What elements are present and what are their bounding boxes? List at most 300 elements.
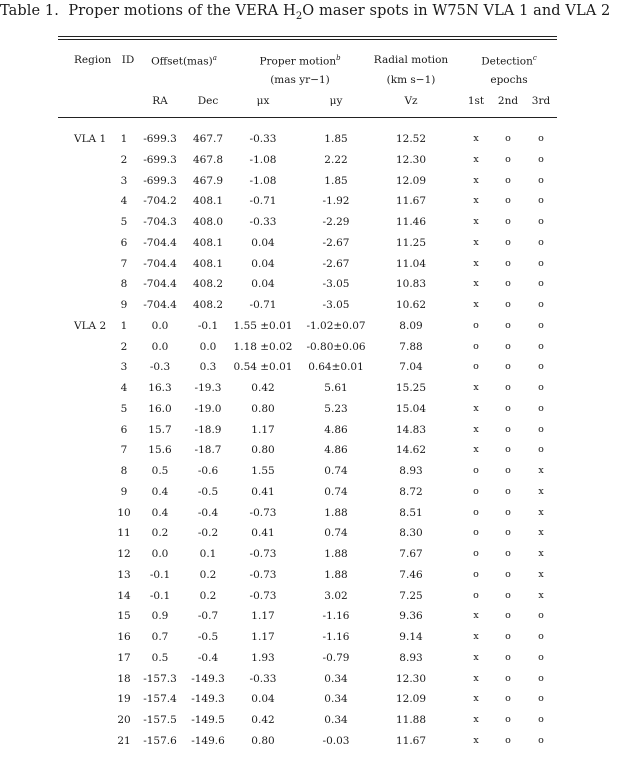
cell-muy: -3.05 [322, 299, 350, 311]
cell-dec: 0.2 [199, 569, 217, 581]
cell-ra: -0.1 [149, 569, 171, 581]
cell-dec: -0.1 [197, 320, 219, 332]
cell-dec: -149.3 [191, 673, 225, 685]
cell-muy: 1.88 [324, 569, 348, 581]
caption-subscript: 2 [295, 10, 303, 22]
cell-mux: -1.08 [249, 154, 277, 166]
cell-e1: o [473, 569, 479, 580]
cell-dec: -18.7 [194, 444, 222, 456]
cell-dec: -0.2 [197, 527, 219, 539]
cell-ra: -157.3 [143, 673, 177, 685]
cell-region: VLA 1 [74, 133, 107, 145]
cell-vz: 10.62 [395, 299, 427, 311]
cell-dec: -149.6 [191, 735, 225, 747]
cell-ra: -704.4 [143, 278, 177, 290]
cell-e1: o [473, 548, 479, 559]
cell-muy: -2.67 [322, 237, 350, 249]
cell-vz: 8.93 [399, 465, 423, 477]
cell-dec: 0.0 [199, 341, 217, 353]
cell-dec: 408.1 [192, 237, 224, 249]
cell-e3: o [538, 444, 544, 455]
cell-muy: -1.16 [322, 631, 350, 643]
cell-e1: x [473, 154, 479, 165]
cell-e3: o [538, 424, 544, 435]
cell-vz: 7.88 [399, 341, 423, 353]
cell-muy: 1.88 [324, 548, 348, 560]
cell-ra: 0.7 [151, 631, 169, 643]
cell-mux: -1.08 [249, 175, 277, 187]
cell-id: 8 [120, 278, 128, 290]
cell-e1: x [473, 714, 479, 725]
cell-e1: o [473, 320, 479, 331]
cell-e3: x [538, 486, 544, 497]
cell-muy: 0.34 [324, 673, 348, 685]
cell-e2: o [505, 548, 511, 559]
cell-ra: 15.6 [148, 444, 172, 456]
cell-e2: o [505, 507, 511, 518]
header-radial-unit: (km s−1) [386, 74, 436, 86]
cell-mux: 0.41 [251, 486, 275, 498]
header-radial-motion: Radial motion [373, 54, 449, 66]
cell-e1: x [473, 195, 479, 206]
cell-mux: -0.73 [249, 548, 277, 560]
cell-id: 15 [117, 610, 131, 622]
cell-id: 1 [120, 320, 128, 332]
cell-ra: -699.3 [143, 154, 177, 166]
header-epoch-2: 2nd [497, 95, 519, 107]
cell-id: 13 [117, 569, 131, 581]
cell-ra: -157.5 [143, 714, 177, 726]
cell-ra: 0.0 [151, 548, 169, 560]
cell-ra: -0.3 [149, 361, 171, 373]
cell-dec: -19.0 [194, 403, 222, 415]
top-rule-2 [58, 39, 557, 40]
caption-text-before: Proper motions of the VERA H [68, 3, 296, 19]
cell-mux: 0.80 [251, 403, 275, 415]
cell-e1: x [473, 693, 479, 704]
cell-ra: -704.2 [143, 195, 177, 207]
cell-e2: o [505, 154, 511, 165]
cell-mux: 0.80 [251, 735, 275, 747]
cell-ra: -704.4 [143, 258, 177, 270]
cell-e1: o [473, 341, 479, 352]
cell-dec: 0.3 [199, 361, 217, 373]
cell-mux: 1.93 [251, 652, 275, 664]
cell-ra: 15.7 [148, 424, 172, 436]
cell-e2: o [505, 341, 511, 352]
header-muy: μy [329, 95, 343, 107]
cell-e3: o [538, 154, 544, 165]
cell-muy: -0.80±0.06 [306, 341, 366, 353]
cell-muy: 5.23 [324, 403, 348, 415]
cell-e1: x [473, 237, 479, 248]
cell-muy: -0.79 [322, 652, 350, 664]
cell-vz: 11.67 [395, 735, 427, 747]
cell-vz: 8.30 [399, 527, 423, 539]
cell-mux: 1.55 ±0.01 [233, 320, 293, 332]
cell-e1: o [473, 527, 479, 538]
cell-vz: 11.88 [395, 714, 427, 726]
cell-e2: o [505, 673, 511, 684]
cell-e2: o [505, 714, 511, 725]
cell-e3: o [538, 133, 544, 144]
cell-e2: o [505, 444, 511, 455]
cell-e3: o [538, 237, 544, 248]
cell-id: 4 [120, 195, 128, 207]
cell-vz: 7.67 [399, 548, 423, 560]
cell-id: 17 [117, 652, 131, 664]
cell-mux: 0.54 ±0.01 [233, 361, 293, 373]
cell-e3: o [538, 693, 544, 704]
cell-vz: 9.36 [399, 610, 423, 622]
cell-mux: 0.42 [251, 714, 275, 726]
cell-ra: -157.4 [143, 693, 177, 705]
cell-ra: -704.4 [143, 299, 177, 311]
cell-dec: 0.2 [199, 590, 217, 602]
cell-e2: o [505, 216, 511, 227]
cell-e1: x [473, 631, 479, 642]
cell-e2: o [505, 424, 511, 435]
header-vz: Vz [404, 95, 418, 107]
cell-vz: 9.14 [399, 631, 423, 643]
cell-muy: -1.16 [322, 610, 350, 622]
cell-e1: x [473, 610, 479, 621]
header-ra: RA [152, 95, 168, 107]
cell-mux: 1.17 [251, 631, 275, 643]
cell-dec: 0.1 [199, 548, 217, 560]
cell-mux: 0.42 [251, 382, 275, 394]
cell-e1: x [473, 216, 479, 227]
cell-e3: x [538, 590, 544, 601]
cell-dec: 467.7 [192, 133, 224, 145]
cell-id: 12 [117, 548, 131, 560]
cell-e3: o [538, 361, 544, 372]
cell-ra: 16.3 [148, 382, 172, 394]
cell-id: 11 [117, 527, 131, 539]
cell-e2: o [505, 133, 511, 144]
cell-ra: 0.0 [151, 320, 169, 332]
cell-dec: -0.5 [197, 486, 219, 498]
cell-id: 19 [117, 693, 131, 705]
header-proper-motion-mark: b [336, 54, 341, 62]
cell-ra: 0.5 [151, 652, 169, 664]
cell-id: 14 [117, 590, 131, 602]
header-offset-label: Offset(mas) [151, 55, 213, 68]
cell-e3: o [538, 341, 544, 352]
cell-id: 4 [120, 382, 128, 394]
cell-e2: o [505, 569, 511, 580]
cell-muy: 0.64±0.01 [308, 361, 364, 373]
cell-e2: o [505, 175, 511, 186]
cell-e3: o [538, 714, 544, 725]
cell-dec: 408.2 [192, 278, 224, 290]
cell-muy: 5.61 [324, 382, 348, 394]
cell-e3: o [538, 175, 544, 186]
cell-dec: 408.2 [192, 299, 224, 311]
cell-muy: 1.88 [324, 507, 348, 519]
cell-id: 10 [117, 507, 131, 519]
header-dec: Dec [197, 95, 219, 107]
cell-muy: 1.85 [324, 175, 348, 187]
cell-e1: x [473, 258, 479, 269]
cell-vz: 8.51 [399, 507, 423, 519]
cell-id: 8 [120, 465, 128, 477]
cell-dec: -0.4 [197, 507, 219, 519]
cell-e2: o [505, 465, 511, 476]
header-proper-motion-label: Proper motion [259, 55, 337, 68]
cell-vz: 12.09 [395, 175, 427, 187]
cell-mux: 0.04 [251, 237, 275, 249]
cell-vz: 12.30 [395, 673, 427, 685]
header-id: ID [121, 54, 135, 66]
cell-ra: 16.0 [148, 403, 172, 415]
cell-id: 1 [120, 133, 128, 145]
cell-e3: x [538, 548, 544, 559]
cell-muy: 0.74 [324, 486, 348, 498]
header-epochs: epochs [490, 74, 528, 86]
cell-e3: o [538, 216, 544, 227]
cell-vz: 8.72 [399, 486, 423, 498]
cell-id: 7 [120, 444, 128, 456]
cell-id: 5 [120, 216, 128, 228]
cell-e3: o [538, 299, 544, 310]
cell-ra: 0.2 [151, 527, 169, 539]
cell-mux: 0.04 [251, 278, 275, 290]
cell-e1: x [473, 673, 479, 684]
cell-e1: x [473, 382, 479, 393]
cell-mux: 0.04 [251, 258, 275, 270]
cell-e2: o [505, 652, 511, 663]
cell-id: 3 [120, 175, 128, 187]
cell-e3: x [538, 507, 544, 518]
cell-e1: o [473, 590, 479, 601]
cell-e3: o [538, 735, 544, 746]
cell-e2: o [505, 610, 511, 621]
cell-vz: 11.67 [395, 195, 427, 207]
cell-vz: 7.04 [399, 361, 423, 373]
cell-muy: 0.34 [324, 693, 348, 705]
header-detection-label: Detection [481, 55, 533, 68]
cell-e2: o [505, 361, 511, 372]
cell-mux: 1.18 ±0.02 [233, 341, 293, 353]
cell-id: 3 [120, 361, 128, 373]
top-rule-1 [58, 36, 557, 37]
cell-e3: o [538, 258, 544, 269]
cell-ra: 0.0 [151, 341, 169, 353]
cell-e1: o [473, 486, 479, 497]
header-proper-motion-unit: (mas yr−1) [270, 74, 330, 86]
cell-dec: 467.8 [192, 154, 224, 166]
cell-dec: -0.7 [197, 610, 219, 622]
cell-mux: -0.73 [249, 590, 277, 602]
cell-muy: 0.74 [324, 527, 348, 539]
cell-ra: 0.9 [151, 610, 169, 622]
cell-id: 9 [120, 486, 128, 498]
cell-mux: -0.33 [249, 673, 277, 685]
header-detection-mark: c [532, 54, 537, 62]
cell-muy: -2.67 [322, 258, 350, 270]
cell-e3: o [538, 631, 544, 642]
cell-vz: 7.46 [399, 569, 423, 581]
cell-dec: -149.5 [191, 714, 225, 726]
cell-vz: 11.46 [395, 216, 427, 228]
cell-mux: -0.71 [249, 195, 277, 207]
cell-e3: x [538, 569, 544, 580]
cell-id: 5 [120, 403, 128, 415]
cell-e2: o [505, 403, 511, 414]
cell-mux: 0.41 [251, 527, 275, 539]
header-detection [481, 54, 537, 68]
cell-ra: -0.1 [149, 590, 171, 602]
cell-vz: 12.30 [395, 154, 427, 166]
cell-e2: o [505, 631, 511, 642]
cell-e2: o [505, 693, 511, 704]
cell-id: 2 [120, 154, 128, 166]
cell-dec: 408.1 [192, 195, 224, 207]
cell-ra: -157.6 [143, 735, 177, 747]
cell-vz: 8.09 [399, 320, 423, 332]
cell-e3: o [538, 403, 544, 414]
cell-mux: -0.33 [249, 133, 277, 145]
header-epoch-3: 3rd [531, 95, 551, 107]
cell-muy: 3.02 [324, 590, 348, 602]
cell-e2: o [505, 382, 511, 393]
cell-mux: -0.71 [249, 299, 277, 311]
table-caption [0, 3, 610, 22]
cell-region: VLA 2 [74, 320, 107, 332]
cell-e1: o [473, 507, 479, 518]
cell-e1: x [473, 175, 479, 186]
cell-muy: -2.29 [322, 216, 350, 228]
cell-dec: 408.1 [192, 258, 224, 270]
cell-muy: -1.92 [322, 195, 350, 207]
cell-mux: 0.80 [251, 444, 275, 456]
cell-vz: 10.83 [395, 278, 427, 290]
table-label: Table 1. [0, 3, 59, 19]
cell-e2: o [505, 195, 511, 206]
cell-e3: o [538, 610, 544, 621]
cell-e3: o [538, 382, 544, 393]
cell-muy: 4.86 [324, 424, 348, 436]
cell-ra: -699.3 [143, 175, 177, 187]
cell-e3: o [538, 320, 544, 331]
cell-vz: 7.25 [399, 590, 423, 602]
cell-muy: -1.02±0.07 [306, 320, 366, 332]
cell-mux: 1.17 [251, 424, 275, 436]
cell-id: 6 [120, 237, 128, 249]
cell-mux: -0.73 [249, 507, 277, 519]
cell-e1: o [473, 465, 479, 476]
cell-e3: x [538, 465, 544, 476]
cell-e1: x [473, 735, 479, 746]
cell-e3: x [538, 527, 544, 538]
cell-dec: -0.5 [197, 631, 219, 643]
cell-vz: 11.04 [395, 258, 427, 270]
cell-vz: 15.25 [395, 382, 427, 394]
cell-e3: o [538, 278, 544, 289]
header-proper-motion [259, 54, 340, 68]
cell-vz: 8.93 [399, 652, 423, 664]
cell-id: 7 [120, 258, 128, 270]
header-epoch-1: 1st [467, 95, 485, 107]
cell-ra: 0.4 [151, 486, 169, 498]
cell-e2: o [505, 237, 511, 248]
cell-e2: o [505, 299, 511, 310]
cell-e1: x [473, 403, 479, 414]
cell-muy: 0.74 [324, 465, 348, 477]
cell-dec: 467.9 [192, 175, 224, 187]
cell-dec: -19.3 [194, 382, 222, 394]
cell-e1: x [473, 444, 479, 455]
cell-e1: x [473, 299, 479, 310]
header-region: Region [74, 54, 112, 66]
cell-vz: 12.52 [395, 133, 427, 145]
header-mux: μx [256, 95, 270, 107]
cell-ra: -704.3 [143, 216, 177, 228]
cell-vz: 11.25 [395, 237, 427, 249]
cell-id: 2 [120, 341, 128, 353]
cell-e3: o [538, 673, 544, 684]
cell-e2: o [505, 486, 511, 497]
cell-vz: 12.09 [395, 693, 427, 705]
header-offset [151, 54, 217, 68]
cell-muy: -0.03 [322, 735, 350, 747]
cell-id: 6 [120, 424, 128, 436]
cell-id: 9 [120, 299, 128, 311]
cell-muy: 2.22 [324, 154, 348, 166]
cell-mux: -0.73 [249, 569, 277, 581]
cell-muy: -3.05 [322, 278, 350, 290]
cell-e2: o [505, 320, 511, 331]
cell-vz: 15.04 [395, 403, 427, 415]
cell-dec: -18.9 [194, 424, 222, 436]
cell-dec: 408.0 [192, 216, 224, 228]
cell-mux: 1.55 [251, 465, 275, 477]
cell-vz: 14.83 [395, 424, 427, 436]
cell-e2: o [505, 527, 511, 538]
cell-e2: o [505, 735, 511, 746]
cell-mux: -0.33 [249, 216, 277, 228]
cell-id: 18 [117, 673, 131, 685]
cell-vz: 14.62 [395, 444, 427, 456]
cell-muy: 1.85 [324, 133, 348, 145]
cell-dec: -0.4 [197, 652, 219, 664]
cell-muy: 4.86 [324, 444, 348, 456]
cell-id: 21 [117, 735, 131, 747]
cell-ra: -699.3 [143, 133, 177, 145]
header-offset-mark: a [212, 54, 217, 62]
cell-e3: o [538, 195, 544, 206]
cell-e1: x [473, 652, 479, 663]
cell-id: 16 [117, 631, 131, 643]
cell-e1: x [473, 278, 479, 289]
cell-ra: 0.4 [151, 507, 169, 519]
cell-id: 20 [117, 714, 131, 726]
cell-ra: -704.4 [143, 237, 177, 249]
cell-e1: x [473, 424, 479, 435]
cell-dec: -0.6 [197, 465, 219, 477]
header-rule [58, 117, 557, 118]
cell-muy: 0.34 [324, 714, 348, 726]
cell-mux: 1.17 [251, 610, 275, 622]
cell-e2: o [505, 590, 511, 601]
cell-e2: o [505, 258, 511, 269]
cell-mux: 0.04 [251, 693, 275, 705]
cell-e1: o [473, 361, 479, 372]
cell-dec: -149.3 [191, 693, 225, 705]
caption-text-after: O maser spots in W75N VLA 1 and VLA 2 [302, 3, 611, 19]
cell-e2: o [505, 278, 511, 289]
